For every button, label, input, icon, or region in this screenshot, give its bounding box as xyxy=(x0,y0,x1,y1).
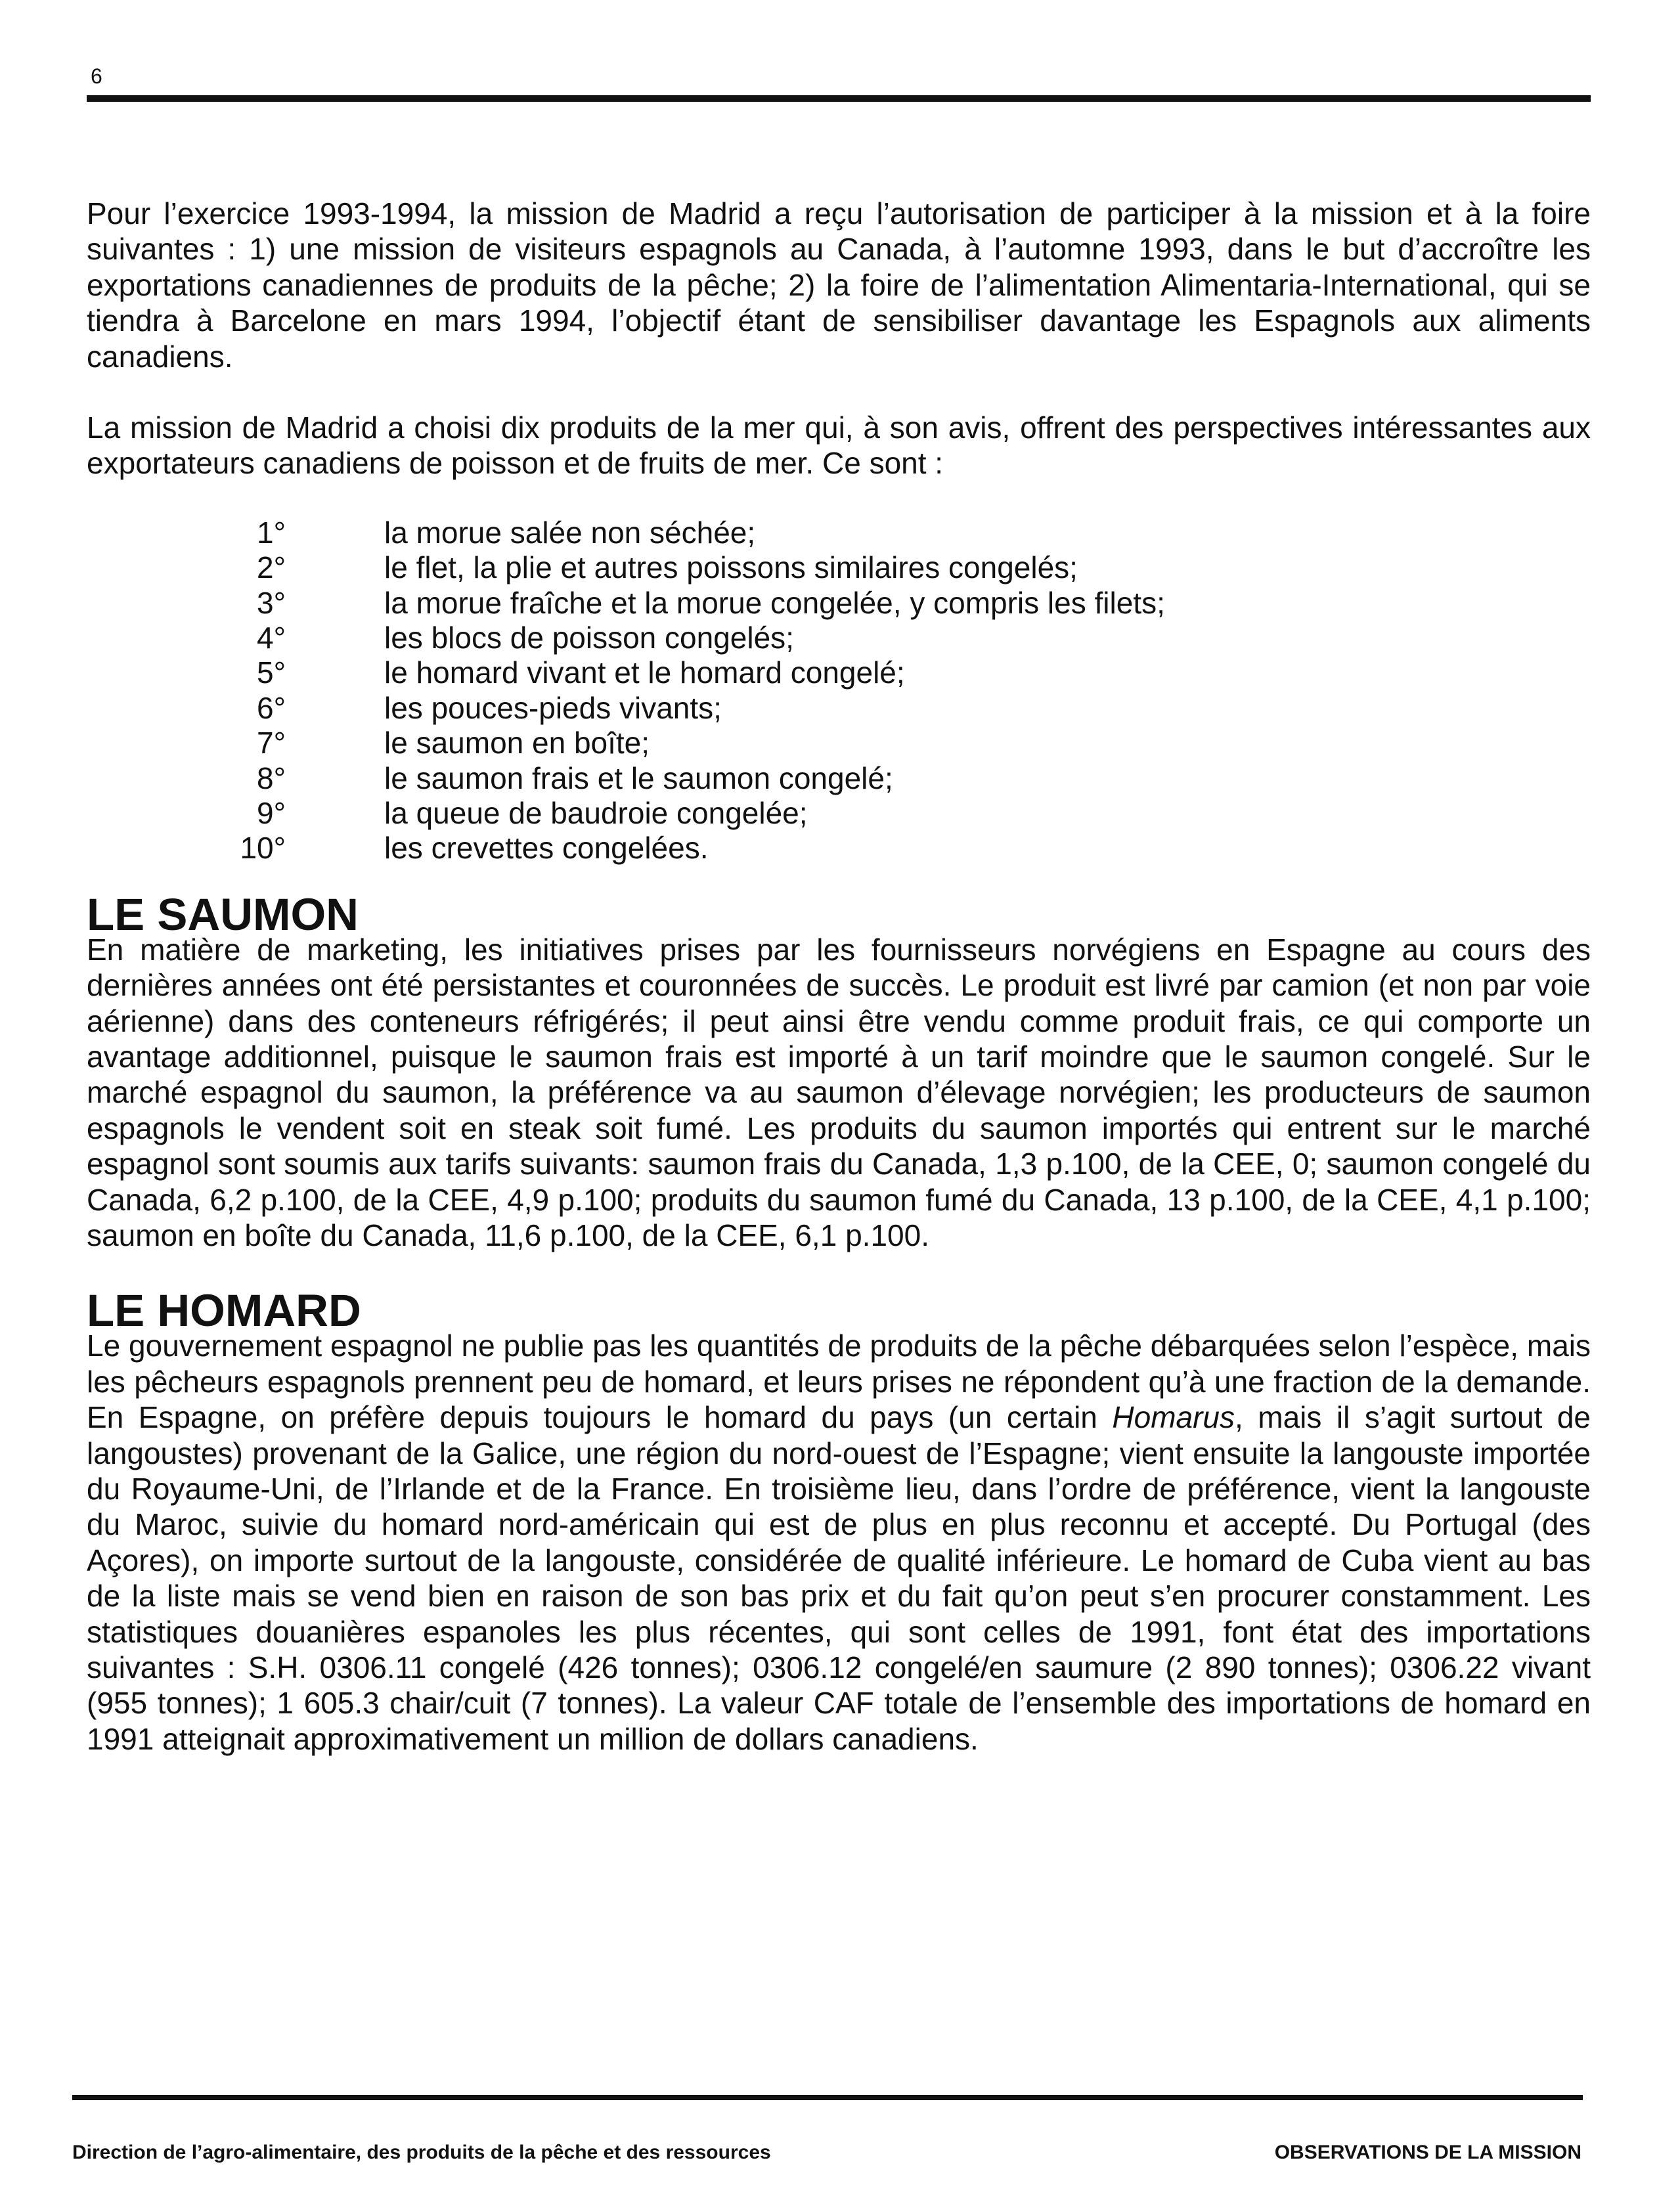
list-item-number: 10° xyxy=(240,831,286,866)
homard-text-part-2: , mais il s’agit surtout de langoustes) provenant de la Galice, une région du nord-ouest de l’Espagne; vient ensuite la langouste importée du Royaume-Uni, de l’Irlande et de la France. En troisième lieu, dans l’ordre de préférence, vient la langouste du Maroc, suivie du homard nord-américain qui est de plus en plus reconnu et accepté. Du Portugal (des Açores), on importe surtout de la langouste, considérée de qualité inférieure. Le homard de Cuba vient au bas de la liste mais se vend bien en raison de son bas prix et du fait qu’on peut s’en procurer constamment. Les statistiques douanières espanoles les plus récentes, qui sont celles de 1991, font état des importations suivantes : S.H. 0306.11 congelé (426 tonnes); 0306.12 congelé/en saumure (2 890 tonnes); 0306.22 vivant (955 tonnes); 1 605.3 chair/cuit (7 tonnes). La valeur CAF totale de l’ensemble des importations de homard en 1991 atteignait approximativement un million de dollars canadiens. xyxy=(87,1400,1591,1756)
list-item-number: 9° xyxy=(257,795,286,830)
list-item-number: 3° xyxy=(257,585,286,620)
list-item-number: 8° xyxy=(257,760,286,795)
list-item xyxy=(87,691,1591,726)
list-item-text: les blocs de poisson congelés; xyxy=(384,621,794,655)
list-item-text: le saumon en boîte; xyxy=(384,726,650,760)
list-item-number: 5° xyxy=(257,655,286,690)
list-item-number: 7° xyxy=(257,726,286,760)
list-item-text: la morue salée non séchée; xyxy=(384,515,756,550)
section-title-saumon: LE SAUMON xyxy=(87,889,359,940)
list-item xyxy=(87,586,1591,621)
list-item xyxy=(87,516,1591,550)
list-item-number: 2° xyxy=(257,550,286,585)
intro-paragraph-2: La mission de Madrid a choisi dix produits de la mer qui, à son avis, offrent des perspectives intéressantes aux exportateurs canadiens de poisson et de fruits de mer. Ce sont : xyxy=(87,410,1591,481)
list-item-text: les pouces-pieds vivants; xyxy=(384,690,722,725)
list-item-text: la queue de baudroie congelée; xyxy=(384,795,808,830)
homard-species-name: Homarus xyxy=(1112,1400,1235,1435)
list-item xyxy=(87,726,1591,760)
list-item xyxy=(87,621,1591,655)
list-item-text: le flet, la plie et autres poissons similaires congelés; xyxy=(384,550,1078,585)
footer-rule xyxy=(72,2095,1583,2100)
list-item-text: le saumon frais et le saumon congelé; xyxy=(384,760,893,795)
list-item-text: le homard vivant et le homard congelé; xyxy=(384,655,905,690)
page-number: 6 xyxy=(91,64,102,88)
homard-paragraph xyxy=(87,1328,1591,1757)
intro-paragraph-1: Pour l’exercice 1993-1994, la mission de Madrid a reçu l’autorisation de participer à la mission et à la foire suivantes : 1) une mission de visiteurs espagnols au Canada, à l’automne 1993, dans le but d’accroître les exportations canadiennes de produits de la pêche; 2) la foire de l’alimentation Alimentaria-International, qui se tiendra à Barcelone en mars 1994, l’objectif étant de sensibiliser davantage les Espagnols aux aliments canadiens. xyxy=(87,196,1591,374)
footer-section-title: OBSERVATIONS DE LA MISSION xyxy=(1274,2142,1581,2163)
list-item xyxy=(87,831,1591,866)
list-item-number: 4° xyxy=(257,621,286,655)
list-item-number: 1° xyxy=(257,515,286,550)
list-item-text: les crevettes congelées. xyxy=(384,831,709,866)
saumon-paragraph: En matière de marketing, les initiatives prises par les fournisseurs norvégiens en Espagne au cours des dernières années ont été persistantes et couronnées de succès. Le produit est livré par camion (et non par voie aérienne) dans des conteneurs réfrigérés; il peut ainsi être vendu comme produit frais, ce qui comporte un avantage additionnel, puisque le saumon frais est importé à un tarif moindre que le saumon congelé. Sur le marché espagnol du saumon, la préférence va au saumon d’élevage norvégien; les producteurs de saumon espagnols le vendent soit en steak soit fumé. Les produits du saumon importés qui entrent sur le marché espagnol sont soumis aux tarifs suivants: saumon frais du Canada, 1,3 p.100, de la CEE, 0; saumon congelé du Canada, 6,2 p.100, de la CEE, 4,9 p.100; produits du saumon fumé du Canada, 13 p.100, de la CEE, 4,1 p.100; saumon en boîte du Canada, 11,6 p.100, de la CEE, 6,1 p.100. xyxy=(87,932,1591,1252)
products-list xyxy=(87,516,1591,866)
homard-text-part-1: Le gouvernement espagnol ne publie pas les quantités de produits de la pêche débarquées selon l’espèce, mais les pêcheurs espagnols prennent peu de homard, et leurs prises ne répondent qu’à une fraction de la demande. En Espagne, on préfère depuis toujours le homard du pays (un certain xyxy=(87,1329,1591,1435)
list-item xyxy=(87,761,1591,796)
document-body xyxy=(87,196,1591,1757)
header-rule xyxy=(87,95,1591,102)
list-item-number: 6° xyxy=(257,690,286,725)
list-item-text: la morue fraîche et la morue congelée, y compris les filets; xyxy=(384,585,1165,620)
list-item xyxy=(87,550,1591,585)
section-title-homard: LE HOMARD xyxy=(87,1285,361,1336)
list-item xyxy=(87,796,1591,831)
list-item xyxy=(87,655,1591,690)
footer-department: Direction de l’agro-alimentaire, des produits de la pêche et des ressources xyxy=(72,2142,771,2163)
